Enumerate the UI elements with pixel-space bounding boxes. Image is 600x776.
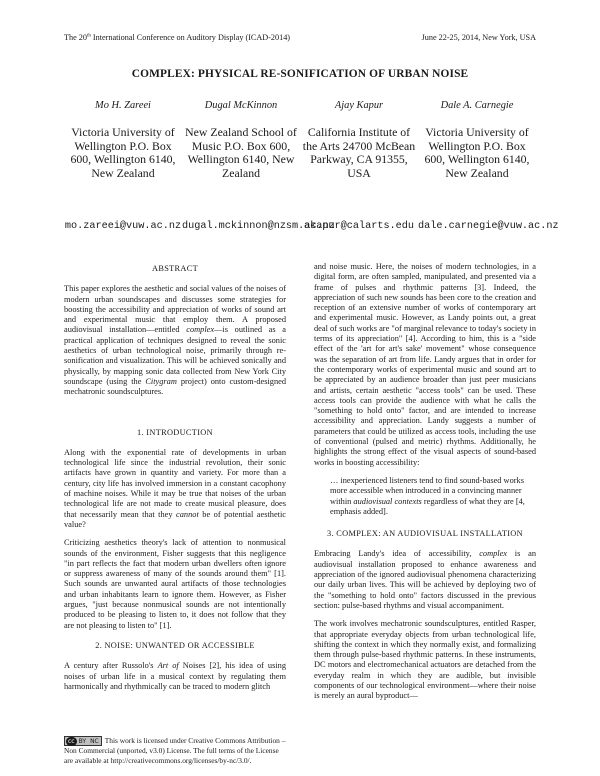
complex-heading: 3. COMPLEX: AN AUDIOVISUAL INSTALLATION [327, 529, 523, 539]
introduction-paragraph-1: Along with the exponential rate of developments in urban technological life since the industrial revolution, their sonic artifacts have grown in quantity and variety. For more than a century, city life has involved immersion in a constant cacophony of machine noises. While it may be true that noises of the urban technological life are not made to create musical pleasure, does that necessarily mean that they cannot be of potential aesthetic value? [64, 447, 286, 529]
abstract-paragraph: This paper explores the aesthetic and social values of the noises of modern urban soundscapes and discusses some strategies for boosting the accessibility and appreciation of works of sound art and experimental music that employ them. A proposed audiovisual installation—entitled complex—is outlined as a practical application of techniques designed to reveal the sonic aesthetics of urban technological noise, primarily through re-sonification and visualization. This will be achieved sonically and physically, by mapping sonic data collected from New York City soundscape (using the Citygram project) onto custom-designed mechatronic soundsculptures. [64, 284, 287, 397]
landy-quote: … inexperienced listeners tend to find sound-based works more accessible when introduced in a convincing manner within audiovisual contexts regardless of what they are [4, emphasis added]. [330, 475, 525, 516]
author-2 [182, 100, 335, 233]
license-note [64, 736, 286, 765]
noise-heading: 2. NOISE: UNWANTED OR ACCESSIBLE [95, 640, 255, 650]
complex-paragraph-2: The work involves mechatronic soundsculptures, entitled Rasper, that appropriate everyday objects from urban technological life, shifting the context in which they normally exist, and formalizing them through pulse-based rhythmic patterns. In these instruments, DC motors and electromechanical actuators are detached from the everyday realm in which they are audible, but invisible components of our technological environment—where their noise is merely an aural byproduct— [314, 619, 536, 701]
introduction-heading: 1. INTRODUCTION [137, 427, 213, 437]
noise-paragraph: A century after Russolo's Art of Noises [2], his idea of using noises of urban life in a musical context by regulating them harmonically and rhythmically can be traced to modern glitch [64, 661, 286, 691]
author-affiliation: California Institute of the Arts 24700 McBean Parkway, CA 91355, USA [302, 125, 416, 180]
author-4 [418, 100, 559, 233]
right-column [314, 262, 536, 710]
paper-title: COMPLEX: PHYSICAL RE-SONIFICATION OF URBAN NOISE [131, 68, 469, 80]
continued-paragraph: and noise music. Here, the noises of modern technologies, in a digital form, are often sampled, manipulated, and presented via a frame of pulses and rhythmic patterns [3]. Indeed, the appreciation of such new sounds has been core to the creation and reception of an extensive number of works of contemporary art and experimental music. However, as Landy points out, a great deal of such works are "of marginal relevance to today's society in terms of its appreciation" [4]. According to him, this is a "side effect of the 'art for art's sake' movement" whose consequence was the separation of art from life. Landy argues that in order for the contemporary works of experimental music and sound art to be appreciated by an audience broader than just peer musicians and artists, certain aesthetic "access tools" can be used. These access tools can provide the audience with what he calls the "something to hold onto" factor, and are intended to increase accessibility and appreciation. Landy suggests a number of parameters that could be utilized as access tools, including the use of conventional (pulsed and metric) rhythms. Additionally, he highlights the strong effect of the visual aspects of sound-based works in boosting accessibility: [314, 262, 536, 467]
author-email[interactable]: akapur@calarts.edu [303, 221, 415, 232]
license-text: This work is licensed under Creative Commons Attribution – Non Commercial (unported, v3.0) License. The full terms of the License are available at http://creativecommons.org/licenses/by-nc/3.0/. [64, 736, 286, 765]
cc-nc-label: NC [90, 737, 99, 745]
conference-name: The 20th International Conference on Auditory Display (ICAD-2014) [64, 33, 291, 42]
author-name: Dugal McKinnon [204, 100, 278, 111]
author-email[interactable]: mo.zareei@vuw.ac.nz [64, 221, 182, 232]
author-3 [300, 100, 418, 233]
author-email[interactable]: dugal.mckinnon@nzsm.ac.nz [182, 221, 335, 232]
left-column [64, 264, 286, 700]
author-1 [64, 100, 182, 233]
author-affiliation: Victoria University of Wellington P.O. Box 600, Wellington 6140, New Zealand [424, 125, 530, 180]
author-affiliation: Victoria University of Wellington P.O. Box 600, Wellington 6140, New Zealand [70, 125, 176, 180]
author-affiliation: New Zealand School of Music P.O. Box 600, Wellington 6140, New Zealand [185, 125, 297, 180]
page-header [64, 33, 536, 45]
complex-paragraph-1: Embracing Landy's idea of accessibility, complex is an audiovisual installation proposed to enhance awareness and appreciation of the ignored audiovisual phenomena characterizing our daily urban lives. This will be achieved by deploying two of the "something to hold onto" factors discussed in the previous section: pulse-based rhythms and visual accompaniment. [314, 549, 536, 610]
cc-by-label: BY [78, 737, 87, 745]
author-email[interactable]: dale.carnegie@vuw.ac.nz [418, 221, 559, 232]
creative-commons-icon: cc BY NC [64, 736, 102, 746]
conference-date-place: June 22-25, 2014, New York, USA [421, 33, 536, 42]
abstract-heading: ABSTRACT [152, 264, 198, 273]
author-name: Dale A. Carnegie [440, 100, 514, 111]
introduction-paragraph-2: Criticizing aesthetics theory's lack of attention to nonmusical sounds of the environment, Fisher suggests that this negligence "in part reflects the fact that modern urban dwellers often ignore or suppress awareness of many of the sounds around them" [1]. Such sounds are unwanted aural artifacts of those technologies and urban inhabitants learn to ignore them. However, as Fisher argues, "just because nonmusical sounds are not intentionally produced to be pleasing to listen to, it does not follow that they are not pleasing to listen to" [1]. [64, 538, 286, 630]
author-block [64, 100, 559, 233]
author-name: Ajay Kapur [334, 100, 384, 111]
author-name: Mo H. Zareei [95, 100, 151, 111]
